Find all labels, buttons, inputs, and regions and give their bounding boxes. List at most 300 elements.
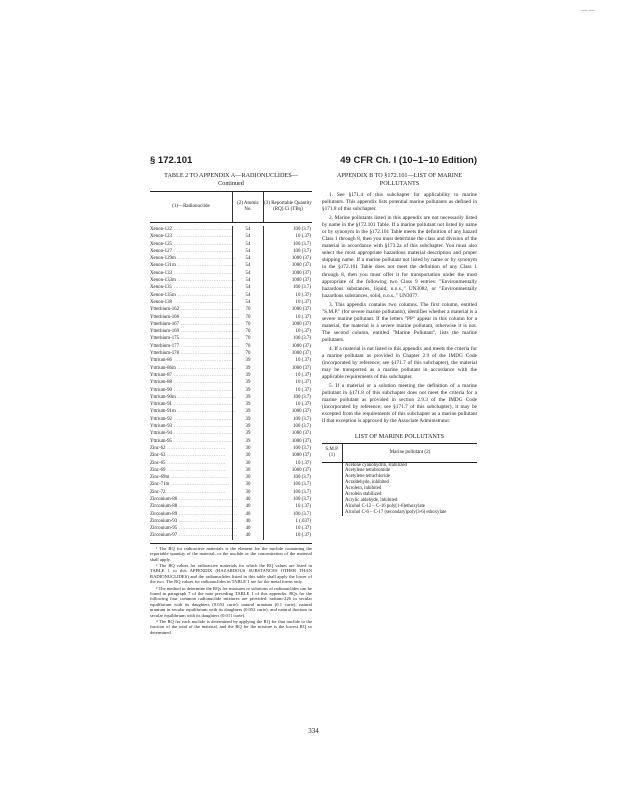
table-row <box>150 511 312 518</box>
radionuclide-name: Zinc-63 <box>150 453 166 459</box>
radionuclide-name: Yttrium-92 <box>150 416 173 422</box>
radionuclide-name: Xenon-123 <box>150 234 173 240</box>
radionuclide-cell <box>150 430 232 437</box>
radionuclide-name: Yttrium-86m <box>150 365 176 371</box>
radionuclide-name: Ytterbium-167 <box>150 321 180 327</box>
table-row <box>150 365 312 372</box>
table-row <box>150 423 312 430</box>
marine-pollutant-name: Alcohol C-12 – C-16 poly(1-6)ethoxylate <box>342 504 477 510</box>
rq-cell: 10 (.37) <box>263 292 312 299</box>
rq-cell: 1000 (37) <box>263 430 312 437</box>
leader-dots: .................................. <box>165 467 226 473</box>
leader-dots: .................................. <box>165 489 226 495</box>
atomic-number-cell: 54 <box>232 262 263 269</box>
leader-dots: .................................. <box>177 533 238 539</box>
rq-cell: 1000 (37) <box>263 350 312 357</box>
radionuclide-cell <box>150 357 232 364</box>
rq-cell: 100 (3.7) <box>263 445 312 452</box>
atomic-number-cell: 54 <box>232 233 263 240</box>
rq-cell: 10 (.37) <box>263 401 312 408</box>
atomic-number-cell: 39 <box>232 401 263 408</box>
radionuclide-name: Xenon-131m <box>150 263 176 269</box>
atomic-number-cell: 39 <box>232 387 263 394</box>
leader-dots: .................................. <box>172 431 233 437</box>
table-row <box>150 379 312 386</box>
rq-cell: 10 (.37) <box>263 299 312 306</box>
table2-footnotes <box>150 543 312 636</box>
rq-cell: 100 (3.7) <box>263 416 312 423</box>
rq-cell: 10 (.37) <box>263 532 312 539</box>
leader-dots: .................................. <box>177 511 238 517</box>
atomic-number-cell: 70 <box>232 321 263 328</box>
radionuclide-cell <box>150 489 232 496</box>
table-row <box>150 503 312 510</box>
rq-cell: 1000 (37) <box>263 255 312 262</box>
rq-cell: 100 (3.7) <box>263 248 312 255</box>
atomic-number-cell: 54 <box>232 284 263 291</box>
atomic-number-cell: 70 <box>232 328 263 335</box>
radionuclide-name: Yttrium-86 <box>150 358 173 364</box>
radionuclide-cell <box>150 394 237 401</box>
radionuclide-cell <box>150 350 240 357</box>
radionuclide-name: Ytterbium-177 <box>150 343 180 349</box>
radionuclide-name: Ytterbium-166 <box>150 314 180 320</box>
rq-cell: 10 (.37) <box>263 314 312 321</box>
table-row <box>150 233 312 240</box>
leader-dots: .................................. <box>172 358 233 364</box>
appendix-paragraph: 2. Marine pollutants listed in this appendix are not necessarily listed by name in the §172.101 Table. If a marine pollutant not listed by name or by synonym in the §172.101 Table meets the definition of any hazard Class 1 through 8, then you must determine the class and division of the material in accordance with §173.2a of this subchapter. You must also select the most appropriate hazardous material description and proper shipping name. If a marine pollutant not listed by name or by synonym in the §172.101 Table does not meet the definition of any Class 1 through 8, then you must offer it for transportation under the most appropriate of the following two Class 9 entries: "Environmentally hazardous substances, liquid, n.o.s.," UN3082, or "Environmentally hazardous substances, solid, n.o.s.," UN3077. <box>322 215 477 299</box>
radionuclide-cell <box>150 365 237 372</box>
leader-dots: .................................. <box>179 336 240 342</box>
rq-cell: 10 (.37) <box>263 525 312 532</box>
rq-cell: 1000 (37) <box>263 306 312 313</box>
leader-dots: .................................. <box>172 438 233 444</box>
table-row <box>150 401 312 408</box>
radionuclide-name: Zinc-72 <box>150 489 166 495</box>
rq-cell: 100 (3.7) <box>263 423 312 430</box>
radionuclide-name: Zinc-71m <box>150 482 170 488</box>
rq-cell: 10 (.37) <box>263 372 312 379</box>
table2-col-atomic-no: (2) Atomic No. <box>232 192 263 222</box>
radionuclide-name: Zirconium-93 <box>150 518 178 524</box>
rq-cell: 1000 (37) <box>263 452 312 459</box>
rq-cell: 1000 (37) <box>263 438 312 445</box>
leader-dots: .................................. <box>175 292 237 298</box>
appendix-paragraph: 1. See §171.4 of this subchapter for applicability to marine pollutants. This appendix lists potential marine pollutants as defined in §171.8 of this subchapter. <box>322 192 477 213</box>
table2-col-radionuclide: (1)—Radionuclide <box>172 204 210 210</box>
appendix-paragraph: 5. If a material or a solution meeting the definition of a marine pollutant in §171.8 of this subchapter does not meet the criteria for a marine pollutant as provided in section 2.9.3 of the IMDG Code (incorporated by reference; see §171.7 of this subchapter), it may be excepted from the requirements of this subchapter as a marine pollutant if that exception is approved by the Associate Administrator. <box>322 383 477 425</box>
table-row <box>150 357 312 364</box>
atomic-number-cell: 39 <box>232 438 263 445</box>
table-row <box>150 241 312 248</box>
radionuclide-name: Yttrium-88 <box>150 380 173 386</box>
marine-pollutants-list-title: LIST OF MARINE POLLUTANTS <box>354 432 445 440</box>
table-row <box>150 321 312 328</box>
rq-cell: 1 (.037) <box>263 518 312 525</box>
radionuclide-name: Yttrium-93 <box>150 424 173 430</box>
table-footnote: ⁴ The RQ for each nuclide is determined by applying the RQ for that nuclide to the fraction of the total of the material, and the RQ for the mixture is the lowest RQ so determined. <box>150 619 312 635</box>
radionuclide-cell <box>150 474 232 481</box>
radionuclide-cell <box>150 467 232 474</box>
leader-dots: .................................. <box>177 504 238 510</box>
marine-pollutant-name: Acetylene tetrachloride <box>342 474 477 480</box>
table-row <box>150 445 312 452</box>
marine-pollutant-name: Acrolein, inhibited <box>342 486 477 492</box>
rq-cell: 100 (3.7) <box>263 335 312 342</box>
running-header-section: § 172.101 <box>150 155 193 166</box>
rq-cell: 1000 (37) <box>263 277 312 284</box>
table-row <box>150 532 312 539</box>
radionuclide-name: Zirconium-97 <box>150 533 178 539</box>
table2-caption-line2: Continued <box>218 179 244 187</box>
atomic-number-cell: 30 <box>232 481 263 488</box>
radionuclide-cell <box>150 270 232 277</box>
radionuclide-name: Ytterbium-162 <box>150 307 180 313</box>
table-footnote: ³ The method to determine the RQs for mixtures or solutions of radionuclides can be found in paragraph 7 of the note preceding TABLE 1 of this appendix. RQs for the following four common radionuclide mixtures are provided: radium-226 in secular equilibrium with its daughters (0.053 curie); natural uranium (0.1 curie); natural uranium in secular equilibrium with its daughters (0.052 curie); and natural thorium in secular equilibrium with its daughters (0.011 curie). <box>150 585 312 618</box>
radionuclide-name: Zinc-65 <box>150 460 166 466</box>
table-row <box>150 284 312 291</box>
radionuclide-cell <box>150 248 232 255</box>
atomic-number-cell: 39 <box>232 416 263 423</box>
marine-pollutants-col-name: Marine pollutant (2) <box>342 444 477 462</box>
atomic-number-cell: 39 <box>232 365 263 372</box>
table-row <box>150 262 312 269</box>
leader-dots: .................................. <box>175 409 237 415</box>
appendix-paragraph: 3. This appendix contains two columns. The first column, entitled "S.M.P." (for severe marine pollutants), identifies whether a material is a severe marine pollutant. If the letters "PP" appear in this column for a material, the material is a severe marine pollutant, otherwise it is not. The second column, entitled "Marine Pollutant", lists the marine pollutants. <box>322 301 477 343</box>
rq-cell: 1000 (37) <box>263 343 312 350</box>
rq-cell: 1000 (37) <box>263 270 312 277</box>
radionuclide-name: Xenon-127 <box>150 248 173 254</box>
rq-cell: 10 (.37) <box>263 503 312 510</box>
table-row <box>150 496 312 503</box>
leader-dots: .................................. <box>177 496 238 502</box>
radionuclide-name: Zinc-69 <box>150 467 166 473</box>
marine-pollutant-name: Acrylic aldehyde, inhibited <box>342 498 477 504</box>
radionuclide-cell <box>150 518 238 525</box>
atomic-number-cell: 39 <box>232 394 263 401</box>
table-row <box>150 474 312 481</box>
atomic-number-cell: 54 <box>232 270 263 277</box>
radionuclide-cell <box>150 525 238 532</box>
leader-dots: .................................. <box>179 343 240 349</box>
table-row <box>150 489 312 496</box>
rq-cell: 10 (.37) <box>263 357 312 364</box>
rq-cell: 100 (3.7) <box>263 241 312 248</box>
radionuclide-cell <box>150 262 237 269</box>
atomic-number-cell: 40 <box>232 518 263 525</box>
atomic-number-cell: 54 <box>232 255 263 262</box>
radionuclide-cell <box>150 321 240 328</box>
appendix-b-paragraphs <box>322 192 477 426</box>
atomic-number-cell: 40 <box>232 496 263 503</box>
radionuclide-name: Zinc-62 <box>150 445 166 451</box>
radionuclide-cell <box>150 241 232 248</box>
appendix-paragraph: 4. If a material is not listed in this appendix and meets the criteria for a marine pollutant as provided in Chapter 2.9 of the IMDG Code (incorporated by reference; see §171.7 of this subchapter), the material may be transported as a marine pollutant in accordance with the applicable requirements of this subchapter. <box>322 345 477 381</box>
radionuclide-cell <box>150 255 237 262</box>
radionuclide-cell <box>150 401 232 408</box>
leader-dots: .................................. <box>172 372 233 378</box>
table2-col-rq: (3) Reportable Quantity (RQ) Ci (TBq) <box>263 192 312 222</box>
leader-dots: .................................. <box>177 518 238 524</box>
atomic-number-cell: 40 <box>232 532 263 539</box>
atomic-number-cell: 54 <box>232 292 263 299</box>
radionuclide-cell <box>150 299 232 306</box>
marine-pollutant-name: Acetone cyanohydrin, stabilized <box>342 463 477 469</box>
table-row <box>150 343 312 350</box>
table-row <box>150 270 312 277</box>
leader-dots: .................................. <box>175 394 237 400</box>
table-row <box>150 394 312 401</box>
table-row <box>150 314 312 321</box>
table-row <box>150 481 312 488</box>
rq-cell: 100 (3.7) <box>263 394 312 401</box>
table-row <box>150 467 312 474</box>
rq-cell: 100 (3.7) <box>263 226 312 233</box>
leader-dots: .................................. <box>175 365 237 371</box>
table-row <box>150 518 312 525</box>
rq-cell: 10 (.37) <box>263 379 312 386</box>
rq-cell: 100 (3.7) <box>263 284 312 291</box>
radionuclide-cell <box>150 226 232 233</box>
leader-dots: .................................. <box>175 256 237 262</box>
radionuclide-name: Xenon-133m <box>150 278 176 284</box>
leader-dots: .................................. <box>172 299 233 305</box>
radionuclide-cell <box>150 343 240 350</box>
atomic-number-cell: 39 <box>232 423 263 430</box>
marine-pollutant-name: Acraldehyde, inhibited <box>342 480 477 486</box>
leader-dots: .................................. <box>165 460 226 466</box>
rq-cell: 10 (.37) <box>263 233 312 240</box>
radionuclide-cell <box>150 306 240 313</box>
rq-cell: 1000 (37) <box>263 467 312 474</box>
table-row <box>150 277 312 284</box>
radionuclide-name: Yttrium-95 <box>150 438 173 444</box>
radionuclide-name: Xenon-133 <box>150 270 173 276</box>
leader-dots: .................................. <box>179 321 240 327</box>
atomic-number-cell: 40 <box>232 511 263 518</box>
radionuclide-cell <box>150 496 238 503</box>
radionuclide-cell <box>150 532 238 539</box>
atomic-number-cell: 30 <box>232 489 263 496</box>
leader-dots: .................................. <box>172 285 233 291</box>
radionuclide-cell <box>150 511 238 518</box>
rq-cell: 1000 (37) <box>263 365 312 372</box>
radionuclide-cell <box>150 284 232 291</box>
leader-dots: .................................. <box>175 263 237 269</box>
atomic-number-cell: 54 <box>232 299 263 306</box>
radionuclide-name: Xenon-122 <box>150 227 173 232</box>
radionuclide-name: Xenon-129m <box>150 256 176 262</box>
atomic-number-cell: 40 <box>232 525 263 532</box>
radionuclide-name: Yttrium-87 <box>150 372 173 378</box>
radionuclide-name: Yttrium-90m <box>150 394 176 400</box>
table-row <box>150 452 312 459</box>
leader-dots: .................................. <box>172 402 233 408</box>
atomic-number-cell: 30 <box>232 452 263 459</box>
rq-cell: 100 (3.7) <box>263 481 312 488</box>
rq-cell: 1000 (37) <box>263 262 312 269</box>
radionuclide-cell <box>150 233 232 240</box>
radionuclide-name: Xenon-138 <box>150 299 173 305</box>
atomic-number-cell: 39 <box>232 430 263 437</box>
leader-dots: .................................. <box>172 270 233 276</box>
radionuclide-name: Zirconium-89 <box>150 511 178 517</box>
table-row <box>150 255 312 262</box>
rq-cell: 10 (.37) <box>263 460 312 467</box>
radionuclide-cell <box>150 328 240 335</box>
leader-dots: .................................. <box>169 482 230 488</box>
leader-dots: .................................. <box>172 416 233 422</box>
leader-dots: .................................. <box>172 380 233 386</box>
atomic-number-cell: 54 <box>232 241 263 248</box>
table-row <box>150 525 312 532</box>
atomic-number-cell: 70 <box>232 306 263 313</box>
leader-dots: .................................. <box>165 453 226 459</box>
atomic-number-cell: 39 <box>232 379 263 386</box>
atomic-number-cell: 39 <box>232 408 263 415</box>
table-row <box>150 306 312 313</box>
radionuclide-name: Yttrium-90 <box>150 387 173 393</box>
leader-dots: .................................. <box>179 329 240 335</box>
marine-pollutants-col-smp: S.M.P. (1) <box>325 446 339 458</box>
table2-body <box>150 223 312 540</box>
radionuclide-name: Yttrium-94 <box>150 431 173 437</box>
leader-dots: .................................. <box>169 475 230 481</box>
rq-cell: 100 (3.7) <box>263 511 312 518</box>
table-row <box>150 387 312 394</box>
radionuclide-name: Zinc-69m <box>150 475 170 481</box>
atomic-number-cell: 30 <box>232 460 263 467</box>
rq-cell: 10 (.37) <box>263 387 312 394</box>
table-row <box>150 460 312 467</box>
radionuclide-cell <box>150 503 238 510</box>
appendix-b-title-line2: POLLUTANTS <box>379 179 420 187</box>
atomic-number-cell: 54 <box>232 277 263 284</box>
leader-dots: .................................. <box>172 424 233 430</box>
rq-cell: 100 (3.7) <box>263 496 312 503</box>
atomic-number-cell: 70 <box>232 343 263 350</box>
table-row <box>150 328 312 335</box>
atomic-number-cell: 39 <box>232 357 263 364</box>
radionuclide-name: Zirconium-88 <box>150 504 178 510</box>
radionuclide-cell <box>150 372 232 379</box>
page-number: 334 <box>308 727 319 735</box>
leader-dots: .................................. <box>175 278 237 284</box>
atomic-number-cell: 30 <box>232 467 263 474</box>
radionuclide-cell <box>150 460 232 467</box>
table2-caption <box>150 172 312 187</box>
radionuclide-cell <box>150 416 232 423</box>
leader-dots: .................................. <box>165 445 226 451</box>
leader-dots: .................................. <box>172 227 233 232</box>
radionuclide-name: Zirconium-86 <box>150 496 178 502</box>
table-row <box>150 350 312 357</box>
radionuclide-cell <box>150 277 237 284</box>
atomic-number-cell: 30 <box>232 474 263 481</box>
running-header-title: 49 CFR Ch. I (10–1–10 Edition) <box>340 155 477 166</box>
atomic-number-cell: 30 <box>232 445 263 452</box>
table-row <box>150 438 312 445</box>
table-row <box>150 408 312 415</box>
table2-header <box>150 192 312 223</box>
rq-cell: 10 (.37) <box>263 328 312 335</box>
table-row <box>150 248 312 255</box>
left-column <box>150 172 312 636</box>
atomic-number-cell: 70 <box>232 314 263 321</box>
rq-cell: 1000 (37) <box>263 408 312 415</box>
radionuclide-name: Yttrium-91m <box>150 409 176 415</box>
rq-cell: 1000 (37) <box>263 321 312 328</box>
table-row <box>150 430 312 437</box>
leader-dots: .................................. <box>179 307 240 313</box>
table-row <box>150 372 312 379</box>
rq-cell: 100 (3.7) <box>263 489 312 496</box>
leader-dots: .................................. <box>172 248 233 254</box>
appendix-b-title-line1: APPENDIX B TO §172.101—LIST OF MARINE <box>336 172 463 179</box>
radionuclide-cell <box>150 452 232 459</box>
radionuclide-name: Xenon-135 <box>150 285 173 291</box>
leader-dots: .................................. <box>172 234 233 240</box>
leader-dots: .................................. <box>172 241 233 247</box>
radionuclide-cell <box>150 438 232 445</box>
leader-dots: .................................. <box>177 526 238 532</box>
radionuclide-name: Xenon-125 <box>150 241 173 247</box>
table-row <box>150 226 312 233</box>
list-item <box>322 510 477 516</box>
atomic-number-cell: 70 <box>232 335 263 342</box>
leader-dots: .................................. <box>172 387 233 393</box>
radionuclide-cell <box>150 292 237 299</box>
table-row <box>150 292 312 299</box>
radionuclide-name: Ytterbium-178 <box>150 351 180 357</box>
radionuclide-cell <box>150 481 232 488</box>
radionuclide-cell <box>150 314 240 321</box>
radionuclide-cell <box>150 408 237 415</box>
marine-pollutants-header <box>322 443 477 463</box>
radionuclide-name: Ytterbium-175 <box>150 336 180 342</box>
table2-caption-line1: TABLE 2 TO APPENDIX A—RADIONUCLIDES— <box>164 172 298 179</box>
radionuclide-name: Ytterbium-169 <box>150 329 180 335</box>
table-footnote: ² The RQ values for radioactive materials for which the RQ values are listed in TABLE 1 to this APPENDIX (HAZARDOUS SUBSTANCES OTHER THAN RADIONUCLIDES) and the radionuclides listed in this table shall apply the lower of the two. The RQ values for radionuclides in TABLE 1 are for the metal forms only. <box>150 562 312 585</box>
appendix-b-title <box>322 172 477 187</box>
atomic-number-cell: 39 <box>232 372 263 379</box>
atomic-number-cell: 54 <box>232 226 263 233</box>
atomic-number-cell: 54 <box>232 248 263 255</box>
rq-cell: 100 (3.7) <box>263 474 312 481</box>
radionuclide-cell <box>150 379 232 386</box>
table-footnote: ¹ The RQ for radioactive materials is the element for the nuclide containing the reportable quantity of the material, or the nuclide or the concentration of the material shall apply. <box>150 545 312 562</box>
leader-dots: .................................. <box>179 351 240 357</box>
corner-mark: — — <box>581 8 595 14</box>
table-row <box>150 416 312 423</box>
atomic-number-cell: 40 <box>232 503 263 510</box>
radionuclide-cell <box>150 445 232 452</box>
smp-cell <box>322 510 342 516</box>
table-row <box>150 335 312 342</box>
radionuclide-name: Zirconium-95 <box>150 526 178 532</box>
radionuclide-name: Yttrium-91 <box>150 402 173 408</box>
atomic-number-cell: 70 <box>232 350 263 357</box>
marine-pollutant-name: Alcohol C-6 – C-17 (secondary)poly(3-6) ethoxylate <box>342 510 477 516</box>
table-row <box>150 299 312 306</box>
radionuclide-cell <box>150 423 232 430</box>
marine-pollutant-name: Acetylene tetrabromide <box>342 468 477 474</box>
radionuclide-cell <box>150 335 240 342</box>
right-column <box>322 172 477 516</box>
marine-pollutants-body <box>322 463 477 516</box>
radionuclide-name: Xenon-135m <box>150 292 176 298</box>
leader-dots: .................................. <box>179 314 240 320</box>
